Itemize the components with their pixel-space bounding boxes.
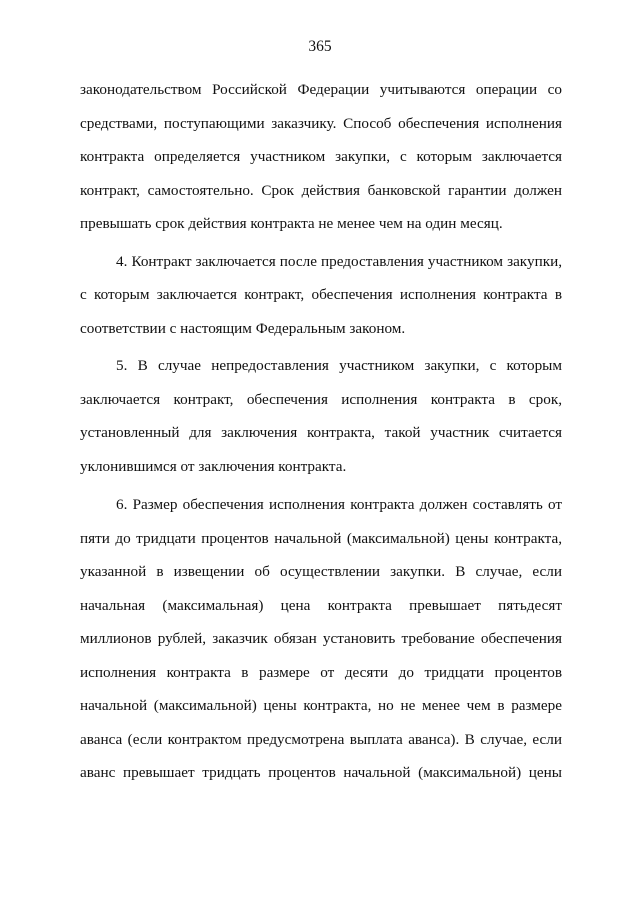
text-line: законодательством Российской Федерации учитываются операции со	[80, 81, 562, 98]
text-line: 4. Контракт заключается после предоставления участником закупки,	[116, 252, 562, 270]
text-line: аванса (если контрактом предусмотрена выплата аванса). В случае, если	[80, 730, 562, 748]
text-line: с которым заключается контракт, обеспечения исполнения контракта в	[80, 286, 562, 303]
text-line: указанной в извещении об осуществлении закупки. В случае, если	[80, 563, 562, 580]
text-line: 5. В случае непредоставления участником закупки, с которым	[116, 357, 562, 374]
text-line: уклонившимся от заключения контракта.	[80, 457, 347, 475]
text-line: исполнения контракта в размере от десяти до тридцати процентов	[80, 663, 562, 681]
text-line: начальной (максимальной) цены контракта, но не менее чем в размере	[80, 697, 562, 714]
document-body	[80, 73, 562, 790]
text-line: установленный для заключения контракта, такой участник считается	[80, 424, 562, 441]
text-line: аванс превышает тридцать процентов начальной (максимальной) цены	[80, 764, 562, 781]
text-line: соответствии с настоящим Федеральным законом.	[80, 319, 406, 337]
text-line: средствами, поступающими заказчику. Способ обеспечения исполнения	[80, 114, 562, 132]
text-line: заключается контракт, обеспечения исполнения контракта в срок,	[80, 390, 562, 408]
paragraph-item-6	[80, 488, 562, 790]
text-line: контракта определяется участником закупки, с которым заключается	[80, 148, 562, 165]
text-line: 6. Размер обеспечения исполнения контракта должен составлять от	[116, 496, 562, 513]
text-line: пяти до тридцати процентов начальной (максимальной) цены контракта,	[80, 529, 562, 547]
paragraph-continuation	[80, 73, 562, 241]
paragraph-item-4	[80, 245, 562, 346]
text-line: начальная (максимальная) цена контракта превышает пятьдесят	[80, 596, 562, 614]
paragraph-item-5	[80, 349, 562, 483]
text-line: миллионов рублей, заказчик обязан установить требование обеспечения	[80, 630, 562, 647]
text-line: превышать срок действия контракта не менее чем на один месяц.	[80, 215, 503, 232]
page-number: 365	[308, 38, 332, 55]
text-line: контракт, самостоятельно. Срок действия банковской гарантии должен	[80, 181, 562, 199]
